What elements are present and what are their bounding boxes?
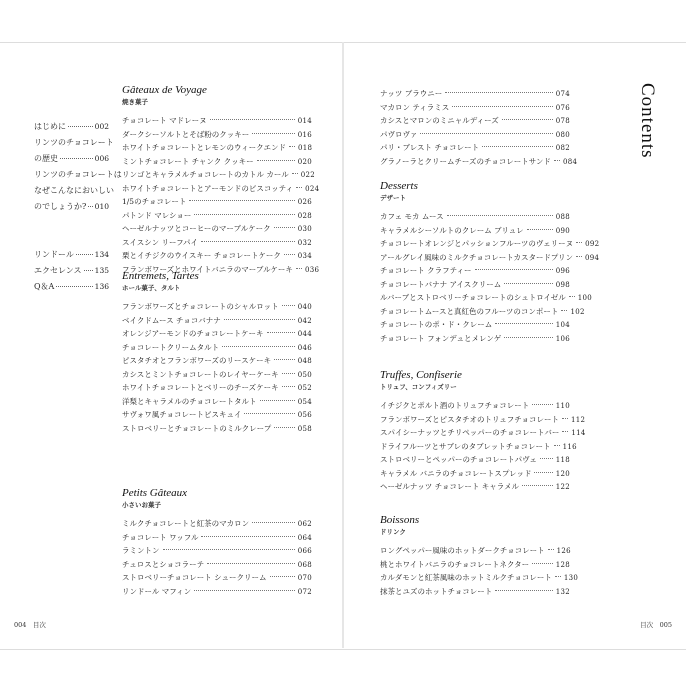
- toc-entry[interactable]: [380, 332, 570, 346]
- entry-title: チョコレート マドレーヌ: [122, 116, 207, 125]
- entry-title: ホワイトチョコレートとアーモンドのビスコッティ: [122, 183, 294, 193]
- leader-dots: [532, 404, 552, 405]
- entry-title: エクセレンス: [34, 266, 82, 275]
- leader-dots: [201, 241, 295, 242]
- toc-entry[interactable]: [380, 264, 570, 278]
- leader-dots: [88, 206, 92, 207]
- leader-dots: [296, 268, 302, 269]
- toc-column-right-desserts: [380, 180, 600, 345]
- page-number: 122: [555, 483, 570, 491]
- entry-title: チョコレートムースと真紅色のフルーツのコンポート: [380, 306, 559, 316]
- leader-dots: [267, 332, 295, 333]
- entry-title: カシスとマロンのミニャルディーズ: [380, 116, 499, 125]
- page-number: 078: [555, 117, 570, 125]
- entry-title: グラノーラとクリームチーズのチョコレートサンド: [380, 156, 551, 166]
- entry-title: リンツのチョコレートは: [34, 170, 122, 179]
- toc-entry[interactable]: [122, 222, 312, 236]
- entry-title: イチジクとポルト酒のトリュフチョコレート: [380, 401, 530, 410]
- entry-title: チョコレートバナナ アイスクリーム: [380, 279, 502, 289]
- entry-title: フランボワーズとホワイトバニラのマーブルケーキ: [122, 264, 293, 274]
- page-number: 020: [297, 157, 312, 166]
- page-number: 024: [305, 184, 320, 193]
- leader-dots: [284, 254, 295, 255]
- leader-dots: [532, 563, 553, 564]
- leader-dots: [569, 296, 575, 297]
- toc-entry[interactable]: [380, 155, 578, 169]
- toc-entry[interactable]: [380, 210, 570, 224]
- entry-title: フランボワーズとチョコレートのシャルロット: [122, 302, 279, 311]
- leader-dots: [548, 549, 554, 550]
- toc-entry[interactable]: [122, 155, 312, 169]
- page-number: 018: [297, 144, 313, 152]
- toc-entry[interactable]: [122, 395, 312, 409]
- toc-column-right-boissons: [380, 514, 579, 598]
- toc-entry[interactable]: [34, 199, 109, 215]
- page-number: 104: [555, 321, 570, 329]
- leader-dots: [274, 359, 295, 360]
- page-number: 102: [570, 307, 585, 316]
- page-number: 136: [94, 282, 109, 291]
- toc-entry[interactable]: [122, 314, 312, 328]
- entry-title: なぜこんなにおいしい: [34, 186, 114, 195]
- entry-title: チョコレートオレンジとパッションフルーツのヴェリーヌ: [380, 239, 574, 248]
- entry-title: スイスシン リーフパイ: [122, 237, 198, 247]
- leader-dots: [201, 536, 294, 537]
- entry-title: ナッツ ブラウニー: [380, 89, 443, 98]
- toc-entry[interactable]: [380, 87, 570, 101]
- leader-dots: [475, 269, 553, 270]
- page-number: 094: [584, 253, 600, 262]
- page-number: 056: [297, 411, 312, 419]
- entry-title: オレンジアーモンドのチョコレートケーキ: [122, 329, 264, 338]
- toc-entry[interactable]: [380, 141, 570, 155]
- toc-column-left-lower: [122, 270, 312, 435]
- entry-title: チョコレート ワッフル: [122, 532, 199, 542]
- page-number: 064: [297, 533, 312, 542]
- section-subtitle: デザート: [380, 194, 406, 202]
- entry-title: リンドール マフィン: [122, 586, 192, 596]
- toc-entry[interactable]: [122, 381, 312, 395]
- toc-entry[interactable]: [34, 247, 109, 263]
- leader-dots: [445, 92, 553, 93]
- page-number: 042: [297, 316, 312, 325]
- page-number: 132: [555, 587, 570, 596]
- entry-title: の歴史: [34, 154, 58, 163]
- section-title: Petits Gâteaux: [122, 487, 188, 499]
- page-number: 076: [555, 103, 570, 112]
- toc-entry[interactable]: [122, 128, 312, 142]
- page-number: 096: [555, 267, 570, 275]
- leader-dots: [194, 590, 295, 591]
- toc-entry[interactable]: [122, 531, 312, 545]
- page-number: 028: [297, 211, 312, 220]
- toc-entry[interactable]: [34, 183, 114, 199]
- page-number: 022: [300, 171, 316, 179]
- leader-dots: [495, 590, 552, 591]
- folio-right: 目次 005: [640, 621, 672, 629]
- leader-dots: [163, 549, 295, 550]
- section-title: Truffes, Confiserie: [380, 369, 462, 381]
- section-subtitle: 焼き菓子: [122, 98, 148, 106]
- entry-title: パリ・ブレスト チョコレート: [380, 143, 480, 152]
- page-number: 110: [555, 402, 570, 410]
- toc-entry[interactable]: [122, 368, 312, 382]
- front-matter-list: [34, 119, 122, 295]
- leader-dots: [207, 563, 295, 564]
- leader-dots: [274, 427, 294, 428]
- leader-dots: [194, 214, 294, 215]
- leader-dots: [260, 400, 295, 401]
- toc-entry[interactable]: [380, 128, 570, 142]
- toc-entry[interactable]: [380, 440, 577, 454]
- page-number: 032: [297, 238, 312, 247]
- entry-title: ロングペッパー風味のホットダークチョコレート: [380, 546, 545, 555]
- page-number: 098: [555, 280, 570, 289]
- toc-entry[interactable]: [380, 413, 586, 427]
- page-number: 112: [571, 415, 586, 424]
- leader-dots: [274, 227, 295, 228]
- page-number: 070: [297, 574, 312, 582]
- toc-entry[interactable]: [122, 517, 312, 531]
- page-number: 082: [555, 144, 570, 152]
- leader-dots: [257, 160, 295, 161]
- page-number: 046: [297, 343, 312, 352]
- leader-dots: [244, 413, 294, 414]
- toc-entry[interactable]: [122, 195, 312, 209]
- page-number: 026: [297, 198, 312, 206]
- spine-fold: [342, 42, 344, 648]
- toc-entry[interactable]: [122, 182, 320, 196]
- entry-title: キャラメルシーソルトのクレーム ブリュレ: [380, 225, 524, 235]
- page-number: 084: [562, 157, 578, 166]
- leader-dots: [576, 256, 582, 257]
- toc-entry[interactable]: [380, 318, 570, 332]
- entry-title: ホワイトチョコレートとベリーのチーズケーキ: [122, 383, 279, 392]
- toc-entry[interactable]: [380, 480, 570, 494]
- entry-title: アールグレイ風味のミルクチョコレートカスタードプリン: [380, 252, 573, 262]
- toc-entry[interactable]: [34, 119, 109, 135]
- entry-title: 1/5のチョコレート: [122, 197, 187, 206]
- toc-entry[interactable]: [380, 291, 593, 305]
- entry-title: フランボワーズとピスタチオのトリュフチョコレート: [380, 414, 560, 424]
- page-number: 128: [555, 560, 570, 569]
- leader-dots: [561, 310, 567, 311]
- entry-title: Q＆A: [34, 282, 55, 291]
- entry-title: ストロベリーチョコレート シュークリーム: [122, 573, 267, 582]
- toc-entry[interactable]: [122, 558, 312, 572]
- entry-title: ヘーゼルナッツ チョコレート キャラメル: [380, 482, 520, 491]
- entry-title: ダークシーソルトとそば粉のクッキー: [122, 129, 250, 139]
- page-number: 100: [577, 294, 593, 302]
- section-title: Desserts: [380, 180, 418, 192]
- toc-entry[interactable]: [122, 141, 312, 155]
- toc-entry[interactable]: [122, 300, 312, 314]
- entry-title: 洋梨とキャラメルのチョコレートタルト: [122, 396, 257, 406]
- page-number: 010: [94, 202, 109, 211]
- entry-title: ヘーゼルナッツとコーヒーのマーブルケーク: [122, 224, 271, 233]
- toc-entry[interactable]: [380, 114, 570, 128]
- leader-dots: [282, 386, 295, 387]
- toc-entry[interactable]: [122, 341, 312, 355]
- entry-title: リンドール: [34, 250, 74, 259]
- entry-title: チョコレート フォンデュとメレンゲ: [380, 333, 502, 343]
- entry-title: カフェ モカ ムース: [380, 212, 444, 221]
- toc-entry[interactable]: [122, 327, 312, 341]
- entry-title: ストロベリーとペッパーのチョコレートパヴェ: [380, 455, 537, 464]
- entry-title: はじめに: [34, 122, 66, 131]
- page-number: 114: [571, 429, 586, 437]
- toc-entry[interactable]: [122, 168, 316, 182]
- leader-dots: [420, 133, 552, 134]
- folio-left: 004 目次: [14, 621, 46, 629]
- page-number: 066: [297, 547, 312, 555]
- leader-dots: [56, 286, 92, 287]
- toc-entry[interactable]: [380, 426, 586, 440]
- page-number: 034: [297, 252, 312, 260]
- toc-entry[interactable]: [122, 354, 312, 368]
- leader-dots: [555, 576, 561, 577]
- toc-entry[interactable]: [122, 585, 312, 599]
- entry-title: のでしょうか?: [34, 202, 87, 211]
- entry-title: 抹茶とユズのホットチョコレート: [380, 586, 493, 596]
- entry-title: ベイクドムース チョコバナナ: [122, 315, 221, 325]
- toc-entry[interactable]: [122, 544, 312, 558]
- toc-entry[interactable]: [122, 209, 312, 223]
- entry-title: マカロン ティラミス: [380, 102, 450, 112]
- entry-title: サヴォワ風チョコレートビスキュイ: [122, 410, 242, 419]
- toc-entry[interactable]: [380, 224, 570, 238]
- entry-title: ラミントン: [122, 546, 160, 555]
- page-number: 126: [556, 547, 571, 555]
- page-number: 116: [562, 442, 577, 451]
- leader-dots: [540, 458, 553, 459]
- leader-dots: [289, 146, 295, 147]
- entry-title: チョコレートクリームタルト: [122, 342, 220, 352]
- page-number: 130: [563, 574, 579, 582]
- page-number: 040: [297, 303, 312, 311]
- page-number: 058: [297, 424, 312, 433]
- entry-title: ホワイトチョコレートとレモンのウィークエンド: [122, 143, 286, 152]
- page-number: 048: [297, 357, 312, 365]
- spacer: [34, 215, 109, 247]
- leader-dots: [562, 431, 568, 432]
- toc-entry[interactable]: [380, 571, 579, 585]
- contents-heading: Contents: [637, 83, 658, 159]
- page-number: 080: [555, 130, 570, 139]
- leader-dots: [495, 323, 552, 324]
- page-number: 134: [94, 250, 109, 259]
- entry-title: ミントチョコレート チャンク クッキー: [122, 156, 254, 166]
- toc-entry[interactable]: [34, 279, 109, 295]
- leader-dots: [60, 158, 93, 159]
- leader-dots: [447, 215, 553, 216]
- leader-dots: [68, 126, 93, 127]
- entry-title: リンツのチョコレート: [34, 138, 114, 147]
- entry-title: カシスとミントチョコレートのレイヤーケーキ: [122, 369, 279, 379]
- entry-title: ミルクチョコレートと紅茶のマカロン: [122, 519, 250, 528]
- toc-entry[interactable]: [380, 467, 570, 481]
- page-number: 088: [555, 213, 570, 221]
- leader-dots: [504, 337, 553, 338]
- entry-title: パヴロヴァ: [380, 129, 418, 139]
- leader-dots: [270, 576, 295, 577]
- toc-entry[interactable]: [380, 558, 570, 572]
- entry-title: ストロベリーとチョコレートのミルクレープ: [122, 423, 272, 433]
- entry-title: パトンド マレショー: [122, 210, 192, 220]
- section-title: Boissons: [380, 514, 420, 526]
- page-number: 092: [585, 240, 600, 248]
- page-number: 014: [297, 117, 312, 125]
- entry-title: ドライフルーツとサブレのタブレットチョコレート: [380, 441, 551, 451]
- toc-column-left-bottom: [122, 487, 312, 598]
- leader-dots: [282, 373, 295, 374]
- section-subtitle: ホール菓子、タルト: [122, 284, 181, 292]
- toc-entry[interactable]: [380, 237, 600, 251]
- toc-entry[interactable]: [34, 151, 109, 167]
- entry-title: チョコレート クラフティー: [380, 266, 472, 275]
- toc-entry[interactable]: [122, 408, 312, 422]
- page-number: 120: [555, 469, 570, 478]
- leader-dots: [554, 445, 560, 446]
- toc-entry[interactable]: [34, 167, 122, 183]
- entry-title: ルバーブとストロベリーチョコレートのシュトロイゼル: [380, 293, 566, 302]
- entry-title: チュロスとショコラーテ: [122, 559, 205, 569]
- page-number: 062: [297, 520, 312, 528]
- page-number: 118: [555, 456, 570, 464]
- section-subtitle: 小さいお菓子: [122, 501, 161, 509]
- page-number: 006: [94, 154, 109, 163]
- toc-entry[interactable]: [380, 278, 570, 292]
- toc-entry[interactable]: [122, 114, 312, 128]
- page-number: 106: [555, 334, 570, 343]
- entry-title: スパイシーナッツとチリペッパーのチョコレートバー: [380, 428, 560, 437]
- leader-dots: [189, 200, 294, 201]
- leader-dots: [452, 106, 552, 107]
- leader-dots: [282, 305, 295, 306]
- leader-dots: [534, 472, 552, 473]
- toc-column-right-truffes: [380, 369, 586, 494]
- leader-dots: [502, 119, 553, 120]
- page-number: 016: [297, 130, 312, 139]
- page-number: 036: [304, 265, 320, 274]
- entry-title: リンゴとキャラメルチョコレートのカトル カール: [122, 170, 289, 179]
- leader-dots: [554, 160, 560, 161]
- toc-entry[interactable]: [122, 249, 312, 263]
- page-number: 044: [297, 330, 312, 338]
- entry-title: 栗とイチジクのウイスキー チョコレートケーク: [122, 251, 281, 260]
- page-number: 068: [297, 560, 312, 569]
- section-title: Entremets, Tartes: [122, 270, 199, 282]
- toc-entry[interactable]: [122, 236, 312, 250]
- entry-title: カルダモンと紅茶風味のホットミルクチョコレート: [380, 573, 552, 582]
- page-number: 072: [297, 587, 312, 596]
- leader-dots: [222, 346, 295, 347]
- page-number: 050: [297, 370, 312, 379]
- page-number: 030: [297, 225, 312, 233]
- page-number: 135: [94, 266, 109, 275]
- leader-dots: [224, 319, 295, 320]
- leader-dots: [576, 242, 582, 243]
- toc-entry[interactable]: [380, 585, 570, 599]
- toc-column-right-top: [380, 87, 578, 168]
- section-subtitle: トリュフ、コンフィズリー: [380, 383, 457, 391]
- toc-entry[interactable]: [380, 399, 570, 413]
- toc-entry[interactable]: [380, 305, 585, 319]
- toc-entry[interactable]: [380, 544, 570, 558]
- entry-title: ピスタチオとフランボワーズのリースケーキ: [122, 356, 272, 365]
- leader-dots: [522, 485, 553, 486]
- toc-column-left: [122, 84, 320, 276]
- leader-dots: [252, 133, 295, 134]
- page-number: 074: [555, 90, 570, 98]
- page-number: 052: [297, 384, 312, 392]
- toc-entry[interactable]: [34, 263, 109, 279]
- leader-dots: [296, 187, 302, 188]
- leader-dots: [482, 146, 553, 147]
- page-number: 054: [297, 397, 312, 406]
- toc-entry[interactable]: [380, 101, 570, 115]
- entry-title: キャラメル バニラのチョコレートスプレッド: [380, 468, 532, 478]
- leader-dots: [84, 270, 93, 271]
- leader-dots: [292, 173, 298, 174]
- toc-entry[interactable]: [34, 135, 114, 151]
- leader-dots: [76, 254, 93, 255]
- section-subtitle: ドリンク: [380, 528, 406, 536]
- section-title: Gâteaux de Voyage: [122, 84, 207, 96]
- leader-dots: [562, 418, 568, 419]
- leader-dots: [210, 119, 295, 120]
- page-number: 090: [555, 226, 570, 235]
- entry-title: 桃とホワイトバニラのチョコレートネクター: [380, 559, 530, 569]
- leader-dots: [527, 229, 553, 230]
- leader-dots: [252, 522, 295, 523]
- page-number: 002: [94, 122, 109, 131]
- toc-entry[interactable]: [380, 453, 570, 467]
- toc-entry[interactable]: [122, 422, 312, 436]
- toc-entry[interactable]: [122, 571, 312, 585]
- leader-dots: [504, 283, 552, 284]
- entry-title: チョコレートのポ・ド・クレーム: [380, 320, 493, 329]
- toc-entry[interactable]: [380, 251, 600, 265]
